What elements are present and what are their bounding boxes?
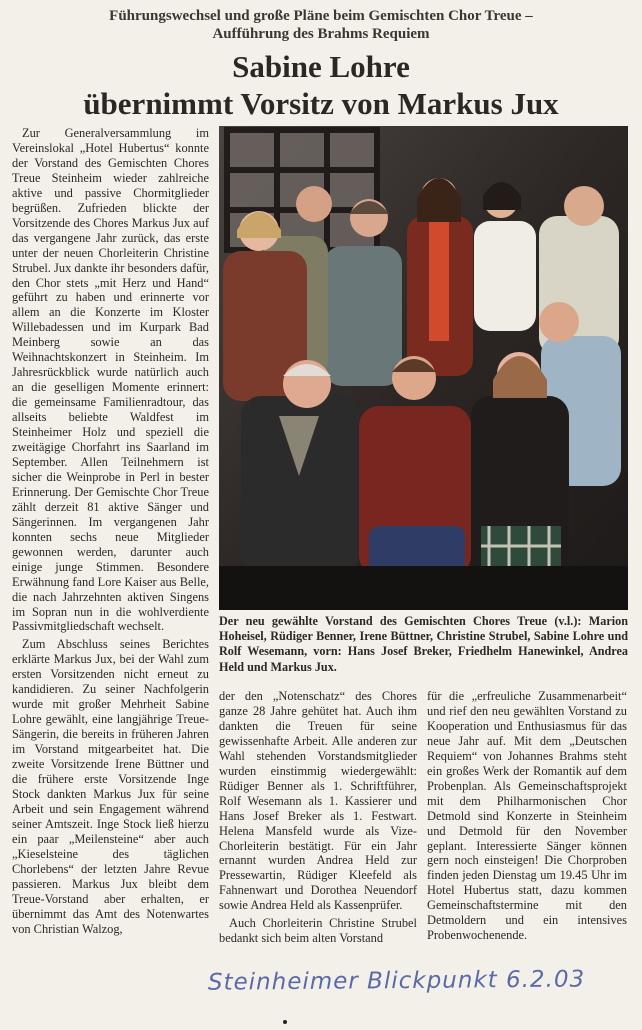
article-column-2 [219, 689, 417, 979]
paragraph: Zur Generalversammlung im Vereinslokal „Hotel Hubertus“ konnte der Vorstand des Gemischten Chores Treue Steinheim wieder zahlreiche aktive und passive Chormitglieder begrüßen. Zufrieden blickte der Vorsitzende des Chores Markus Jux auf das vergangene Jahr zurück, das erste unter der neuen Chorleiterin Christine Strubel. Jux dankte ihr besonders dafür, den Chor stets „mit Herz und Hand“ geführt zu haben und erinnerte vor allem an die Konzerte im Kloster Willebadessen und im Kurpark Bad Meinberg sowie an das Weihnachtskonzert in Steinheim. Im Jahresrückblick wurde natürlich auch an die geselligen Momente erinnert: die gemeinsame Familienradtour, das allseits beliebte Waldfest im Steinheimer Holz und speziell die zweitägige Chorfahrt ins Saarland im September. Allen Teilnehmern ist sicher die Weinprobe in Perl in bester Erinnerung. Der Gemischte Chor Treue zählt derzeit 81 aktive Sänger und Sängerinnen. Im vergangenen Jahr konnten sechs neue Mitglieder gewonnen werden, darunter auch einige junge Stimmen. Besondere Erwähnung fand Lore Kaiser aus Belle, die nach Jahrzehnten aktiven Singens im Sopran nun in die wohlverdiente Passivmitgliedschaft wechselt. [12, 126, 209, 634]
ink-dot [283, 1020, 287, 1024]
paragraph: Zum Abschluss seines Berichtes erklärte Markus Jux, bei der Wahl zum ersten Vorsitzenden nicht erneut zu kandidieren. Zu seiner Nachfolgerin wurde mit großer Mehrheit Sabine Lohre gewählt, eine langjährige Treue-Sängerin, die bereits in früheren Jahren im Vorstand mitgearbeitet hat. Die zweite Vorsitzende Irene Büttner und die frühere erste Vorsitzende Inge Stock dankten Markus Jux für seine Arbeit und sein Engagement während seiner Amtszeit. Inge Stock ließ hierzu ein paar „Meilensteine“ aber auch „Kieselsteine des täglichen Chorlebens“ der letzten Jahre Revue passieren. Markus Jux bleibt dem Treue-Vorstand aber erhalten, er übernimmt das Amt des Notenwartes von Christian Walzog, [12, 637, 209, 936]
article-column-1 [12, 126, 209, 976]
headline [12, 48, 630, 122]
kicker-line-1: Führungswechsel und große Pläne beim Gemischten Chor Treue – [109, 8, 533, 24]
photo-caption: Der neu gewählte Vorstand des Gemischten Chores Treue (v.l.): Marion Hoheisel, Rüdiger Benner, Irene Büttner, Christine Strubel, Sabine Lohre und Rolf Wesemann, vorn: Hans Josef Breker, Friedhelm Hanewinkel, Andrea Held und Markus Jux. [219, 614, 628, 674]
paragraph: Auch Chorleiterin Christine Strubel bedankt sich beim alten Vorstand [219, 916, 417, 946]
kicker [12, 7, 630, 43]
article-column-3 [427, 689, 627, 979]
paragraph: für die „erfreuliche Zusammenarbeit“ und rief den neu gewählten Vorstand zu Kooperation und Enthusiasmus für das neue Jahr auf. Mit dem „Deutschen Requiem“ von Johannes Brahms steht ein großes Werk der Romantik auf dem Probenplan. Als Gemeinschaftsprojekt mit dem Philharmonischen Chor Detmold sind Konzerte in Steinheim und Detmold für den November geplant. Interessierte Sänger können gern noch einsteigen! Die Chorproben finden jeden Dienstag um 19.45 Uhr im Hotel Hubertus statt, dazu kommen Gemeinschaftstermine mit den Detmoldern und ein intensives Probenwochenende. [427, 689, 627, 943]
kicker-line-2: Aufführung des Brahms Requiem [212, 26, 430, 42]
handwritten-source-note: Steinheimer Blickpunkt 6.2.03 [207, 966, 586, 996]
paragraph: der den „Notenschatz“ des Chores ganze 28 Jahre gehütet hat. Auch ihm dankten die Treuen für seine gewissenhafte Arbeit. Alle anderen zur Wahl stehenden Vorstandsmitglieder wurden einstimmig wiedergewählt: Rüdiger Benner als 1. Schriftführer, Rolf Wesemann als 1. Kassierer und Hans Josef Breker als 1. Festwart. Helena Mansfeld wurde als Vize-Chorleiterin bestätigt. Für ein Jahr ernannt wurden Andrea Held zur Pressewartin, Rüdiger Kleefeld als Fahnenwart und Dorothea Neuendorf sowie Andrea Held als Kassenprüfer. [219, 689, 417, 913]
headline-line-1: Sabine Lohre [232, 49, 410, 84]
group-photo-illustration [219, 126, 628, 610]
headline-line-2: übernimmt Vorsitz von Markus Jux [83, 86, 559, 121]
group-photo [219, 126, 628, 610]
